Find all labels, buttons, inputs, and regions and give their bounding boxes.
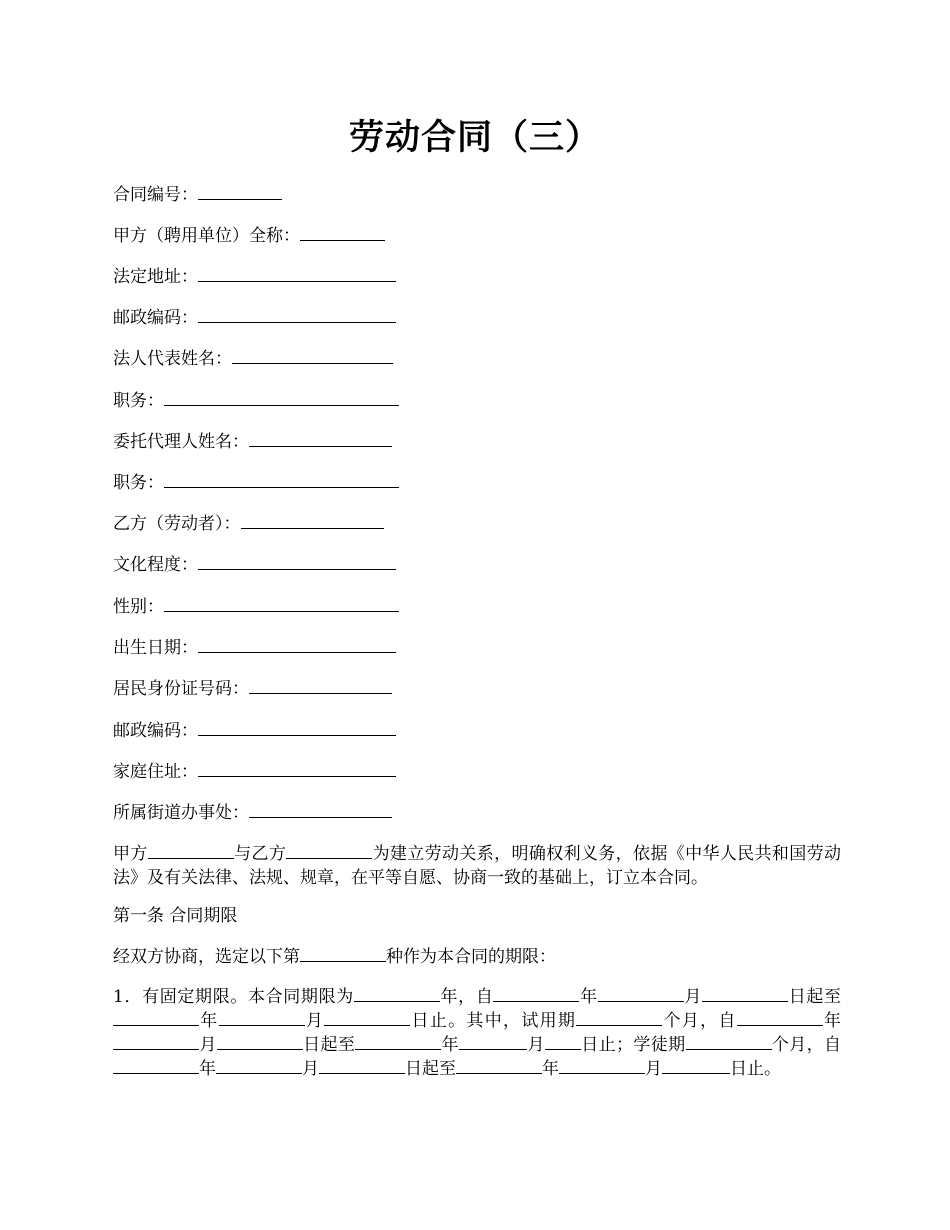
field-gender — [113, 594, 399, 619]
text: 年 — [579, 987, 598, 1007]
field-contract-number — [113, 182, 282, 207]
field-label: 职务： — [113, 473, 164, 493]
fill-blank[interactable] — [113, 1010, 199, 1026]
fill-blank[interactable] — [737, 1010, 823, 1026]
text: 个月，自 — [771, 1035, 842, 1055]
text: 日止。其中，试用期 — [410, 1011, 577, 1031]
field-label: 所属街道办事处： — [113, 803, 249, 823]
text: 月 — [527, 1035, 545, 1055]
fill-blank[interactable] — [198, 718, 396, 736]
fill-blank[interactable] — [113, 1034, 199, 1050]
text: 个月，自 — [662, 1011, 737, 1031]
field-label: 邮政编码： — [113, 721, 198, 741]
article1-intro — [113, 944, 556, 969]
text: 日止。 — [730, 1059, 781, 1079]
fill-blank[interactable] — [300, 223, 385, 241]
fill-blank[interactable] — [148, 843, 234, 859]
field-label: 职务： — [113, 391, 164, 411]
text: 月 — [199, 1035, 217, 1055]
field-legal-rep-position — [113, 388, 399, 413]
field-birth-date — [113, 635, 396, 660]
fill-blank[interactable] — [219, 1010, 305, 1026]
fill-blank[interactable] — [319, 1058, 405, 1074]
field-label: 法定地址： — [113, 267, 198, 287]
document-title: 劳动合同（三） — [348, 117, 601, 158]
field-employee-name — [113, 511, 384, 536]
text: 年 — [199, 1011, 219, 1031]
text: 1．有固定期限。本合同期限为 — [113, 987, 354, 1007]
field-label: 居民身份证号码： — [113, 679, 249, 699]
fill-blank[interactable] — [164, 388, 399, 406]
fill-blank[interactable] — [576, 1010, 662, 1026]
field-label: 委托代理人姓名： — [113, 432, 249, 452]
text: 月 — [683, 987, 703, 1007]
field-label: 文化程度： — [113, 555, 198, 575]
field-agent-position — [113, 470, 399, 495]
article1-heading: 第一条 合同期限 — [113, 906, 238, 926]
fill-blank[interactable] — [249, 676, 392, 694]
field-id-number — [113, 676, 392, 701]
fill-blank[interactable] — [456, 1058, 542, 1074]
preamble-paragraph — [113, 842, 841, 890]
text: 日起至 — [405, 1059, 456, 1079]
text: 年 — [542, 1059, 559, 1079]
fill-blank[interactable] — [300, 944, 386, 962]
field-employer-postcode — [113, 305, 396, 330]
field-legal-rep-name — [113, 346, 393, 371]
fill-blank[interactable] — [198, 759, 396, 777]
field-label: 法人代表姓名： — [113, 349, 232, 369]
fill-blank[interactable] — [216, 1058, 302, 1074]
fill-blank[interactable] — [198, 182, 282, 200]
fill-blank[interactable] — [286, 843, 372, 859]
fill-blank[interactable] — [198, 552, 396, 570]
fill-blank[interactable] — [355, 1034, 441, 1050]
fill-blank[interactable] — [559, 1058, 645, 1074]
fill-blank[interactable] — [113, 1058, 199, 1074]
fill-blank[interactable] — [217, 1034, 303, 1050]
fill-blank[interactable] — [164, 470, 399, 488]
fill-blank[interactable] — [702, 986, 788, 1002]
field-label: 甲方（聘用单位）全称： — [113, 226, 300, 246]
field-employer-name — [113, 223, 385, 248]
text: 经双方协商，选定以下第 — [113, 947, 300, 967]
field-label: 性别： — [113, 597, 164, 617]
text: 日起至 — [788, 987, 842, 1007]
text: 为建立劳动关系，明确权利义务，依据《中华人民共和国劳动法》及有关法律、法规、规章，在平等自愿、协商一致的基础上，订立本合同。 — [113, 844, 842, 888]
text: 日起至 — [302, 1035, 356, 1055]
field-label: 乙方（劳动者）： — [113, 514, 241, 534]
fill-blank[interactable] — [164, 594, 399, 612]
text: 年 — [199, 1059, 216, 1079]
fill-blank[interactable] — [662, 1058, 730, 1074]
clause-1-fixed-term — [113, 985, 841, 1081]
text: 月 — [645, 1059, 662, 1079]
text: 月 — [302, 1059, 319, 1079]
field-label: 合同编号： — [113, 185, 198, 205]
fill-blank[interactable] — [198, 635, 396, 653]
fill-blank[interactable] — [249, 800, 392, 818]
field-agent-name — [113, 429, 392, 454]
fill-blank[interactable] — [686, 1034, 772, 1050]
fill-blank[interactable] — [459, 1034, 527, 1050]
text: 甲方 — [113, 844, 148, 864]
field-street-office — [113, 800, 392, 825]
text: 月 — [304, 1011, 325, 1031]
fill-blank[interactable] — [598, 986, 684, 1002]
field-label: 邮政编码： — [113, 308, 198, 328]
field-education — [113, 552, 396, 577]
field-legal-address — [113, 264, 396, 289]
text: 日止；学徒期 — [580, 1035, 686, 1055]
text: 年 — [822, 1011, 842, 1031]
fill-blank[interactable] — [241, 511, 384, 529]
text: 种作为本合同的期限： — [386, 947, 556, 967]
fill-blank[interactable] — [198, 305, 396, 323]
field-home-address — [113, 759, 396, 784]
fill-blank[interactable] — [545, 1034, 581, 1050]
field-label: 出生日期： — [113, 638, 198, 658]
fill-blank[interactable] — [198, 264, 396, 282]
text: 与乙方 — [233, 844, 287, 864]
text: 年 — [441, 1035, 460, 1055]
fill-blank[interactable] — [249, 429, 392, 447]
fill-blank[interactable] — [232, 346, 393, 364]
fill-blank[interactable] — [493, 986, 579, 1002]
text: 年，自 — [439, 987, 494, 1007]
field-label: 家庭住址： — [113, 762, 198, 782]
fill-blank[interactable] — [354, 986, 440, 1002]
field-employee-postcode — [113, 718, 396, 743]
fill-blank[interactable] — [324, 1010, 410, 1026]
